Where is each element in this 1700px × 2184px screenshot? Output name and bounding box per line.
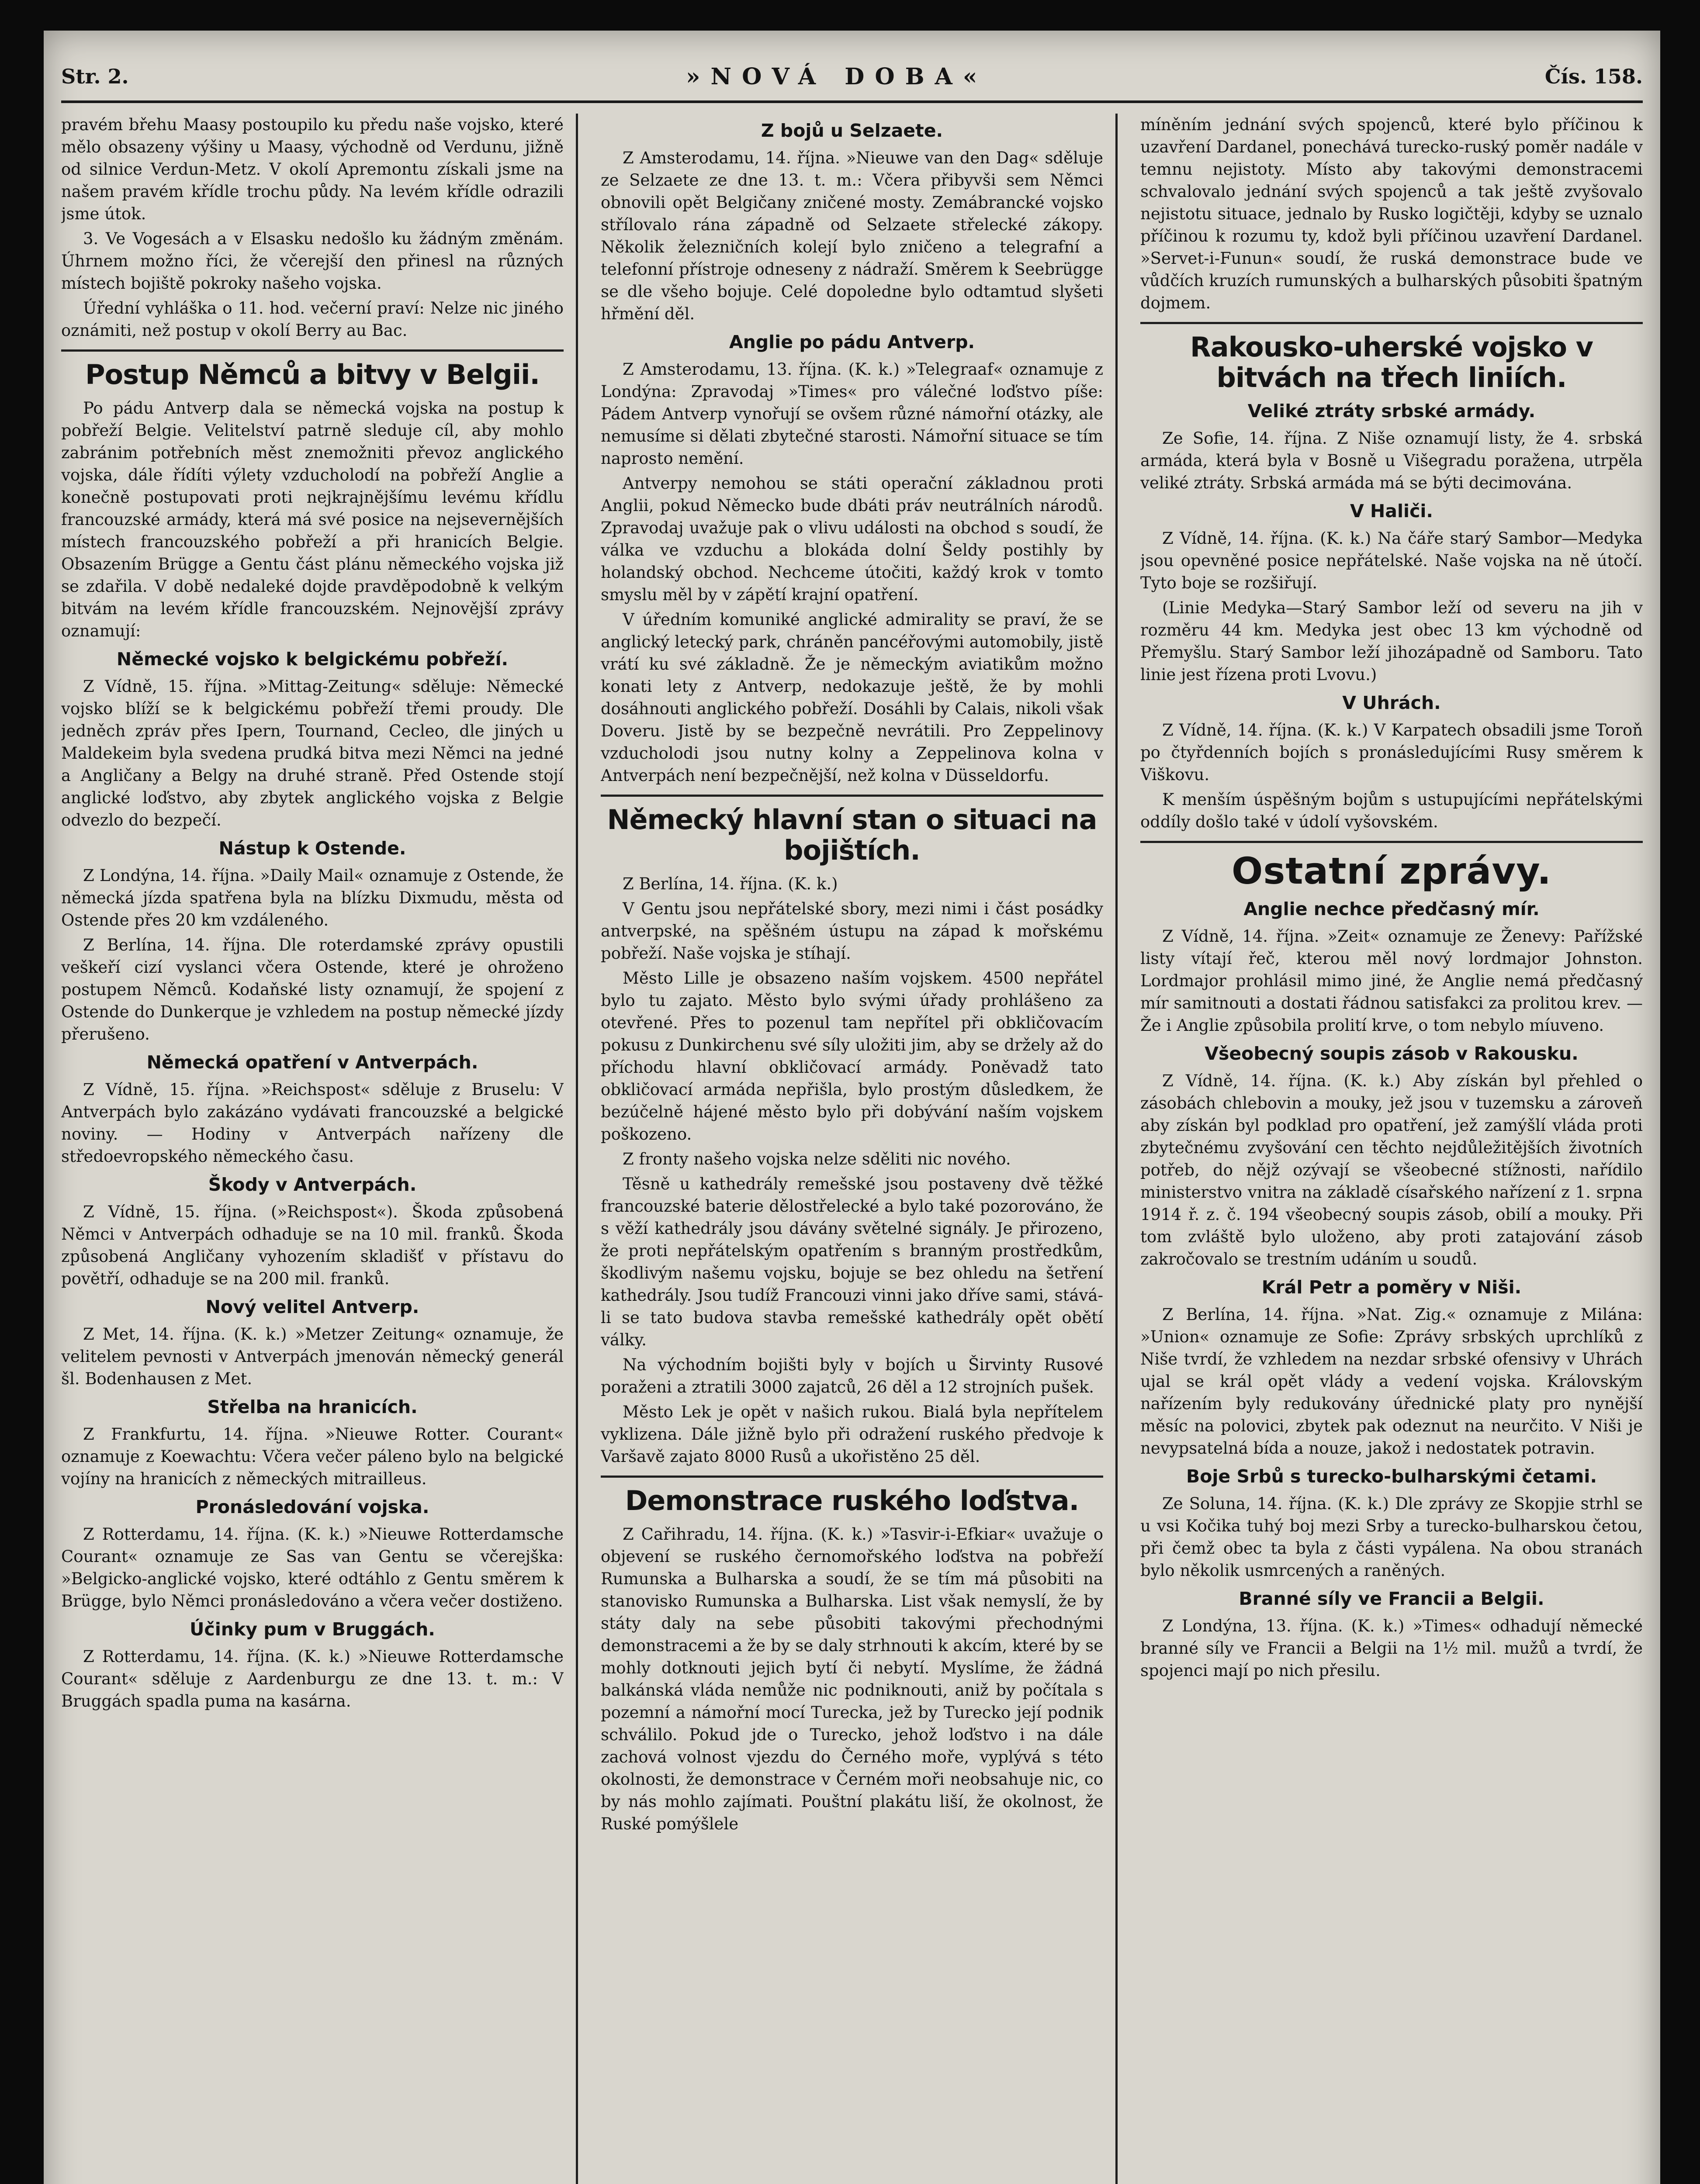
article-paragraph: Po pádu Antverp dala se německá vojska na postup k pobřeží Belgie. Velitelství patrně sleduje cíl, aby mohlo zabránim potřebních měst znemožniti převoz anglického vojska, dále řídíti výlety vzducholodí na pobřeží Anglie a konečně postupovati proti nejkrajnějšímu levému křídlu francouzské armády, která má své posice na nejsevernějších místech francouzského pobřeží a při hranicích Belgie. Obsazením Brügge a Gentu část plánu německého vojska již se zdařila. V době nedaleké dojde pravděpodobně k velkým bitvám na levém křídle francouzském. Nejnovější zprávy oznamují: — [61, 399, 564, 640]
divider — [601, 795, 1103, 797]
divider — [601, 1476, 1103, 1478]
article-paragraph: V Gentu jsou nepřátelské sbory, mezi nimi i část posádky antverpské, na spěšném ústupu na západ k mořskému pobřeží. Naše vojska je stíhají. — [601, 899, 1103, 963]
subheadline: Branné síly ve Francii a Belgii. — [1239, 1588, 1544, 1609]
subheadline: Anglie nechce předčasný mír. — [1243, 898, 1540, 919]
subheadline: Nový velitel Antverp. — [205, 1296, 419, 1317]
article-paragraph: Z Amsterodamu, 14. října. »Nieuwe van den Dag« sděluje ze Selzaete ze dne 13. t. m.: Včera přibyvši sem Němci obnovili opět Belgičany zničené mosty. Zemábrancké vojsko střílovalo rána západně od Selzaete střelecké zákopy. Několik železničních kolejí bylo zničeno a telegrafní a telefonní přístroje odneseny z nádraží. Směrem k Seebrügge se dle všeho bojuje. Celé dopoledne bylo odtamtud slyšeti hřmění děl. — [601, 149, 1103, 323]
article-paragraph: Z Vídně, 15. října. »Reichspost« sděluje z Bruselu: V Antverpách bylo zakázáno vydávati francouzské a belgické noviny. — Hodiny v Antverpách nařízeny dle středoevropského německého času. — [61, 1080, 564, 1166]
column-3 — [1140, 114, 1643, 2184]
article-paragraph: Z fronty našeho vojska nelze sděliti nic nového. — [623, 1150, 1011, 1168]
main-headline: Postup Němců a bitvy v Belgii. — [85, 359, 540, 390]
divider — [1140, 322, 1643, 324]
subheadline: Střelba na hranicích. — [207, 1396, 418, 1417]
article-paragraph: 3. Ve Vogesách a v Elsasku nedošlo ku žádným změnám. Úhrnem možno říci, že včerejší den přinesl na různých místech bojiště pokroky našeho vojska. — [61, 229, 564, 293]
article-paragraph: Z Vídně, 14. října. (K. k.) Aby získán byl přehled o zásobách chlebovin a mouky, jež jsou v tuzemsku a zároveň aby získán byl podklad pro opatření, jež zamýšlí vláda proti zbytečnému zvyšování cen těchto nejdůležitějších životních potřeb, do nějž ozývají se všeobecné stížnosti, nařídilo ministerstvo vnitra na základě císařského nařízení z 1. srpna 1914 ř. z. č. 194 všeobecný soupis zásob, obilí a mouky. Při tom zvláště bylo uloženo, aby proti zatajování zásob zakročovalo se trestním udáním u soudů. — [1140, 1071, 1643, 1268]
article-paragraph: Z Vídně, 15. října. »Mittag-Zeitung« sděluje: Německé vojsko blíží se k belgickému pobřeží třemi proudy. Dle jedněch zpráv přes Ipern, Tournand, Cecleo, dle jiných u Maldekeim byla svedena prudká bitva mezi Němci na jedné a Angličany a Belgy na druhé straně. Před Ostende stojí anglické loďstvo, aby zbytek anglického vojska z Belgie odvezlo do bezpečí. — [61, 677, 564, 829]
main-headline: Německý hlavní stan o situaci na bojištích. — [607, 804, 1097, 866]
article-paragraph: Z Vídně, 14. října. (K. k.) V Karpatech obsadili jsme Toroň po čtyřdenních bojích s pronásledujícími Rusy směrem k Viškovu. — [1140, 721, 1643, 784]
article-paragraph: Město Lille je obsazeno naším vojskem. 4500 nepřátel bylo tu zajato. Město bylo svými úřady prohlášeno za otevřené. Přes to pozenul tam nepřítel při obkličovacím pokusu z Dunkirchenu své síly uložiti jim, aby se držely až do příchodu hlavní obkličovací armády. Poněvadž tato obkličovací armáda nepřišla, bylo prostým důsledkem, že bezúčelně hájené město bylo při dobývání naším vojskem poškozeno. — [601, 969, 1103, 1144]
divider — [1140, 841, 1643, 843]
issue-number: Čís. 158. — [1544, 65, 1643, 88]
main-headline: Rakousko-uherské vojsko v bitvách na třech liniích. — [1190, 331, 1593, 394]
article-paragraph: Z Frankfurtu, 14. října. »Nieuwe Rotter. Courant« oznamuje z Koewachtu: Včera večer páleno bylo na belgické vojíny na hranicích z německých mitrailleus. — [61, 1425, 564, 1488]
article-paragraph: Na východním bojišti byly v bojích u Širvinty Rusové poraženi a ztratili 3000 zajatců, 26 děl a 12 strojních pušek. — [601, 1355, 1103, 1396]
section-headline: Ostatní zprávy. — [1231, 850, 1552, 892]
main-headline: Demonstrace ruského loďstva. — [625, 1485, 1079, 1517]
article-paragraph: (Linie Medyka—Starý Sambor leží od severu na jih v rozměru 44 km. Medyka jest obec 13 km východně od Přemyšlu. Starý Sambor leží jihozápadně od Samboru. Tato linie jest řízena proti Lvovu.) — [1140, 598, 1643, 684]
subheadline: Všeobecný soupis zásob v Rakousku. — [1205, 1043, 1579, 1064]
article-paragraph: V úředním komuniké anglické admirality se praví, že se anglický letecký park, chráněn pancéřovými automobily, jistě vrátí ku své základně. Že je německým aviatikům možno konati lety z Antverp, nedokazuje ještě, že by mohli dosáhnouti anglického pobřeží. Dosáhli by Calais, nikoli však Doveru. Jistě by se bezpečně nevrátili. Pro Zeppelinovy vzducholodi jsou nutny kolny a Zeppelinova kolna v Antverpách není bezpečnější, než kolna v Düsseldorfu. — [601, 610, 1103, 785]
subheadline: Z bojů u Selzaete. — [761, 120, 943, 141]
article-paragraph: Z Rotterdamu, 14. října. (K. k.) »Nieuwe Rotterdamsche Courant« sděluje z Aardenburgu ze dne 13. t. m.: V Bruggách spadla puma na kasárna. — [61, 1647, 564, 1711]
article-paragraph: Antverpy nemohou se státi operační základnou proti Anglii, pokud Německo bude dbáti práv neutrálních národů. Zpravodaj uvažuje pak o vlivu události na obchod s soudí, že válka ve vzduchu a blokáda dolní Šeldy postihly by holandský obchod. Nechceme útočiti, každý krok v tomto smyslu měl by v zápětí krajní opatření. — [601, 474, 1103, 604]
article-paragraph: Ze Soluna, 14. října. (K. k.) Dle zprávy ze Skopjie strhl se u vsi Kočika tuhý boj mezi Srby a turecko-bulharskou četou, při čemž obec ta byla z části vypálena. Na obou stranách bylo několik usmrcených a raněných. — [1140, 1494, 1643, 1580]
article-paragraph: Ze Sofie, 14. října. Z Niše oznamují listy, že 4. srbská armáda, která byla v Bosně u Višegradu poražena, utrpěla veliké ztráty. Srbská armáda má se býti decimována. — [1140, 429, 1643, 492]
article-paragraph: míněním jednání svých spojenců, které bylo příčinou k uzavření Dardanel, ponechává turecko-ruský poměr nadále v temnu nejistoty. Místo aby takovými demonstracemi schvalovalo jednání svých spojenců a tak ještě zvyšovalo nejistotu situace, jednalo by Rusko logičtěji, kdyby se uznalo příčinou k rozumu ty, kdož byli příčinou uzavření Dardanel. »Servet-i-Funun« soudí, že ruská demonstrace bude ve vůdčích kruzích rumunských a bulharských působiti špatným dojmem. — [1140, 115, 1643, 312]
subheadline: V Uhrách. — [1342, 692, 1441, 713]
page-number: Str. 2. — [61, 65, 129, 88]
article-paragraph: Město Lek je opět v našich rukou. Bialá byla nepřítelem vyklizena. Dále jižně bylo při odražení ruského předvoje k Varšavě zajato 8000 Rusů a ukořistěno 25 děl. — [601, 1403, 1103, 1466]
article-paragraph: Z Vídně, 14. října. »Zeit« oznamuje ze Ženevy: Pařížské listy vítají řeč, kterou měl nový lordmajor Johnston. Lordmajor prohlásil mimo jiné, že Anglie nemá předčasný mír samitnouti a dostati řádnou satisfakci za prolitou krev. — Že i Anglie způsobila prolití krve, o tom nebylo míuveno. — [1140, 927, 1643, 1035]
subheadline: Škody v Antverpách. — [208, 1174, 417, 1195]
page-header — [61, 52, 1643, 103]
article-paragraph: Z Vídně, 14. října. (K. k.) Na čáře starý Sambor—Medyka jsou opevněné posice nepřátelské. Naše vojska na ně útočí. Tyto boje se rozšiřují. — [1140, 529, 1643, 592]
column-rule — [1115, 114, 1118, 2184]
subheadline: Pronásledování vojska. — [195, 1496, 429, 1517]
column-1 — [61, 114, 564, 2184]
article-paragraph: Těsně u kathedrály remešské jsou postaveny dvě těžké francouzské baterie dělostřelecké a bylo také pozorováno, že s věží kathedrály jsou dávány světelné signály. Je přirozeno, že proti nepřátelským opatřením s branným prostředkům, škodlivým našemu vojsku, bojuje se bez ohledu na šetření kathedrály. Jsou tudíž Francouzi vinni jako dříve sami, stává-li se tato budova stavba remešské kathedrály opět obětí války. — [601, 1175, 1103, 1349]
article-paragraph: pravém břehu Maasy postoupilo ku předu naše vojsko, které mělo obsazeny výšiny u Maasy, východně od Verdunu, jižně od silnice Verdun-Metz. V okolí Apremontu získali jsme na našem pravém křídle trochu půdy. Na levém křídle odrazili jsme útok. — [61, 115, 564, 223]
article-paragraph: Z Londýna, 13. října. (K. k.) »Times« odhadují německé branné síly ve Francii a Belgii na 1½ mil. mužů a tvrdí, že spojenci mají po nich přesilu. — [1140, 1617, 1643, 1680]
newspaper-page — [44, 31, 1660, 2184]
article-paragraph: Z Berlína, 14. října. »Nat. Zig.« oznamuje z Milána: »Union« oznamuje ze Sofie: Zprávy srbských uprchlíků z Niše tvrdí, že vzhledem na nezdar srbské ofensivy v Uhrách ujal se král opět vlády a vedení vojska. Královským nařízením byly redukovány úřednické platy pro nynější měsíc na polovici, zbytek pak odeznut na neurčito. V Niši je nevypsatelná bída a nouze, jakož i nedostatek potravin. — [1140, 1305, 1643, 1458]
article-paragraph: Z Vídně, 15. října. (»Reichspost«). Škoda způsobená Němci v Antverpách odhaduje se na 10 mil. franků. Škoda způsobená Angličany vyhozením skladišť v přístavu do povětří, odhaduje se na 200 mil. franků. — [61, 1203, 564, 1288]
article-paragraph: K menším úspěšným bojům s ustupujícími nepřátelskými oddíly došlo také v údolí vyšovském. — [1140, 790, 1643, 831]
article-paragraph: Z Londýna, 14. října. »Daily Mail« oznamuje z Ostende, že německá jízda spatřena byla na blízku Dixmudu, města od Ostende přes 20 km vzdáleného. — [61, 866, 564, 930]
article-paragraph: Z Amsterodamu, 13. října. (K. k.) »Telegraaf« oznamuje z Londýna: Zpravodaj »Times« pro válečné loďstvo píše: Pádem Antverp vynořují se ovšem různé námořní otázky, ale nemusíme si dělati zbytečné starosti. Námořní situace se tím naprosto nemění. — [601, 360, 1103, 468]
article-paragraph: Z Rotterdamu, 14. října. (K. k.) »Nieuwe Rotterdamsche Courant« oznamuje ze Sas van Gentu se včerejška: »Belgicko-anglické vojsko, které odtáhlo z Gentu směrem k Brügge, bylo Němci pronásledováno a včera večer dostiženo. — [61, 1525, 564, 1610]
subheadline: V Haliči. — [1350, 501, 1433, 522]
subheadline: Veliké ztráty srbské armády. — [1247, 401, 1536, 422]
article-paragraph: Úřední vyhláška o 11. hod. večerní praví: Nelze nic jiného oznámiti, než postup v okolí Berry au Bac. — [61, 299, 564, 340]
subheadline: Německá opatření v Antverpách. — [146, 1052, 478, 1073]
column-2 — [601, 114, 1103, 2184]
newspaper-title: »NOVÁ DOBA« — [686, 63, 988, 90]
subheadline: Účinky pum v Bruggách. — [190, 1619, 435, 1640]
article-paragraph: Z Berlína, 14. října. (K. k.) — [623, 874, 838, 893]
subheadline: Německé vojsko k belgickému pobřeží. — [116, 649, 509, 670]
divider — [61, 349, 564, 352]
subheadline: Boje Srbů s turecko-bulharskými četami. — [1186, 1466, 1597, 1487]
article-paragraph: Z Cařihradu, 14. října. (K. k.) »Tasvir-i-Efkiar« uvažuje o objevení se ruského černomořského loďstva na pobřeží Rumunska a Bulharska a soudí, že se tím má působiti na stanovisko Rumunska a Bulharska. List však nemyslí, že by státy daly na sebe působiti takovými přechodnými demonstracemi a že by se daly strhnouti k akcím, které by se mohly dotknouti jejich bytí či nebytí. Myslíme, že žádná balkánská vláda nemůže nic podniknouti, aniž by počítala s pozemní a námořní mocí Turecka, jež by Turecko její podnik schválilo. Pokud jde o Turecko, jehož loďstvo i na dále zachová volnost vjezdu do Černého moře, vyplývá s této okolnosti, že demonstrace v Černém moři neobsahuje nic, co by nás mohlo zajímati. Pouštní plakátu liší, že okolnost, že Ruské pomýšlele — [601, 1525, 1103, 1833]
column-rule — [576, 114, 578, 2184]
subheadline: Nástup k Ostende. — [218, 838, 406, 859]
article-paragraph: Z Met, 14. října. (K. k.) »Metzer Zeitung« oznamuje, že velitelem pevnosti v Antverpách jmenován německý generál šl. Bodenhausen z Met. — [61, 1325, 564, 1388]
article-paragraph: Z Berlína, 14. října. Dle roterdamské zprávy opustili veškeří cizí vyslanci včera Ostende, které je ohroženo postupem Němců. Kodaňské listy oznamují, že spojení z Ostende do Dunkerque je vzhledem na postup německé jízdy přerušeno. — [61, 936, 564, 1044]
subheadline: Anglie po pádu Antverp. — [729, 332, 975, 352]
subheadline: Král Petr a poměry v Niši. — [1261, 1277, 1522, 1298]
